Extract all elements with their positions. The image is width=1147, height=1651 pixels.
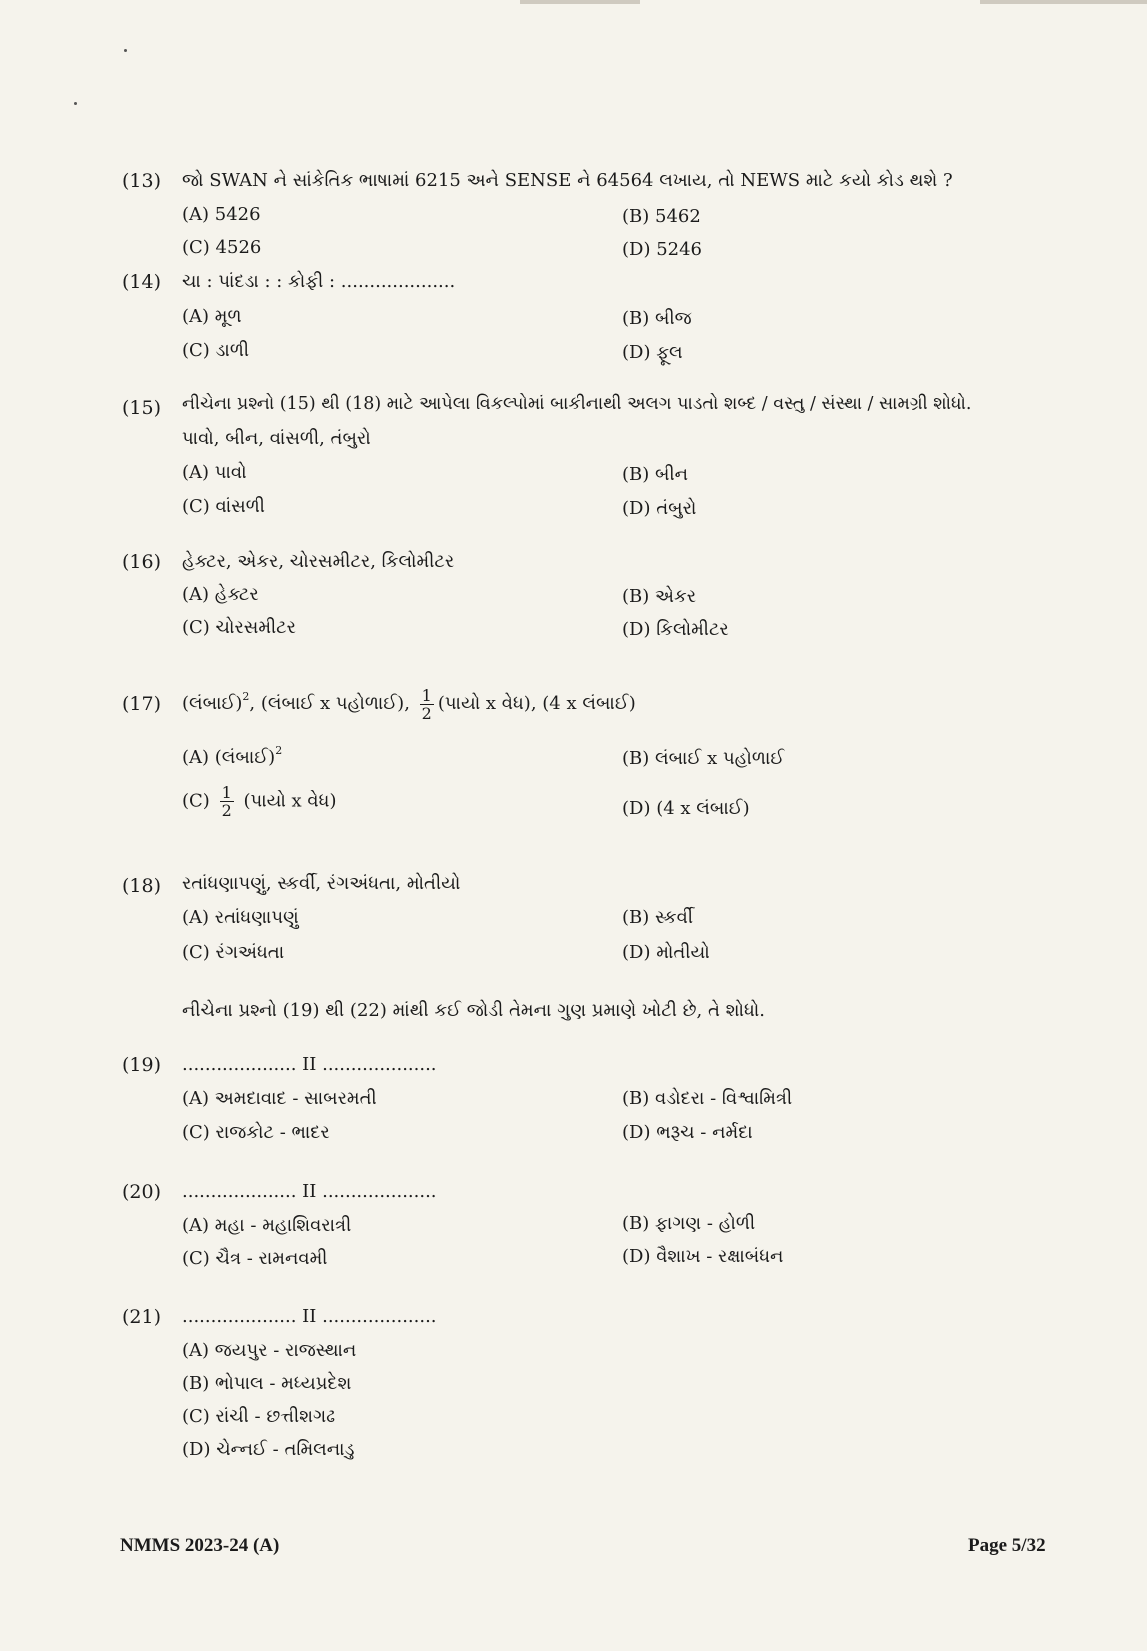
option-d: (D) 5246 [622, 239, 703, 260]
question-text: નીચેના પ્રશ્નો (15) થી (18) માટે આપેલા વિકલ્પોમાં બાકીનાથી અલગ પાડતો શબ્દ / વસ્તુ / સંસ્થા / સામગ્રી શોધો. [182, 394, 972, 414]
question-number: (18) [122, 875, 162, 897]
option-c-text: (પાયો x વેધ) [243, 790, 337, 812]
question-blank: .................... II .................... [182, 1054, 437, 1075]
option-d: (D) મોતીયો [622, 942, 710, 963]
instruction-text: નીચેના પ્રશ્નો (19) થી (22) માંથી કઈ જોડી તેમના ગુણ પ્રમાણે ખોટી છે, તે શોધો. [182, 1000, 766, 1021]
option-b: (B) 5462 [622, 206, 701, 227]
option-b: (B) ભોપાલ - મધ્યપ્રદેશ [182, 1373, 352, 1394]
question-text: ચા : પાંદડા : : કોફી : .................... [182, 271, 456, 292]
option-a: (A) રતાંધણાપણું [182, 907, 299, 928]
scan-speck [124, 49, 127, 52]
term-length-squared: (લંબાઈ) [182, 693, 243, 714]
question-subtext: પાવો, બીન, વાંસળી, તંબુરો [182, 428, 371, 449]
option-a: (A) 5426 [182, 204, 261, 225]
question-number: (20) [122, 1181, 162, 1203]
scan-artifact [520, 0, 640, 4]
option-a: (A) પાવો [182, 462, 247, 483]
question-text: જો SWAN ને સાંકેતિક ભાષામાં 6215 અને SENSE ને 64564 લખાય, તો NEWS માટે કયો કોડ થશે ? [182, 170, 953, 191]
option-c-label: (C) [182, 790, 210, 812]
option-c: (C) રાજકોટ - ભાદર [182, 1122, 330, 1143]
option-b: (B) એકર [622, 586, 696, 607]
footer-page-number: Page 5/32 [968, 1535, 1046, 1556]
fraction-half [220, 784, 234, 819]
option-d: (D) કિલોમીટર [622, 619, 729, 640]
fraction-denominator: 2 [221, 801, 232, 820]
question-number: (21) [122, 1306, 162, 1328]
option-c: (C) ડાળી [182, 340, 250, 361]
option-d: (D) ફૂલ [622, 342, 683, 363]
option-c: (C) ચૈત્ર - રામનવમી [182, 1248, 328, 1269]
scan-artifact [980, 0, 1147, 4]
fraction-half [420, 687, 434, 722]
question-blank: .................... II .................... [182, 1181, 437, 1202]
question-number: (16) [122, 551, 162, 573]
option-a: (A) મૂળ [182, 306, 242, 327]
option-c: (C) વાંસળી [182, 496, 265, 517]
question-number: (14) [122, 271, 162, 293]
term-area: , (લંબાઈ x પહોળાઈ), [249, 693, 410, 714]
fraction-numerator: 1 [421, 685, 432, 705]
question-number: (17) [122, 693, 162, 715]
term-rest: (પાયો x વેધ), (4 x લંબાઈ) [437, 693, 636, 714]
option-a: (A) અમદાવાદ - સાબરમતી [182, 1088, 377, 1109]
scan-speck [74, 102, 77, 105]
superscript: 2 [242, 690, 250, 703]
option-a [182, 744, 282, 768]
option-b: (B) વડોદરા - વિશ્વામિત્રી [622, 1088, 793, 1109]
option-d: (D) ભરૂચ - નર્મદા [622, 1122, 753, 1143]
option-d: (D) (4 x લંબાઈ) [622, 798, 750, 819]
option-d: (D) ચેન્નઈ - તમિલનાડુ [182, 1439, 355, 1460]
question-number: (15) [122, 397, 162, 419]
footer-exam-code: NMMS 2023-24 (A) [120, 1535, 280, 1556]
option-c: (C) રાંચી - છત્તીશગઢ [182, 1406, 336, 1427]
option-a: (A) જયપુર - રાજસ્થાન [182, 1340, 357, 1361]
option-b: (B) બીન [622, 464, 689, 485]
option-b: (B) બીજ [622, 308, 692, 329]
option-c: (C) ચોરસમીટર [182, 617, 296, 638]
superscript: 2 [275, 744, 283, 757]
option-a-text: (A) (લંબાઈ) [182, 747, 276, 768]
option-b: (B) સ્કર્વી [622, 907, 693, 928]
question-text: રતાંધણાપણું, સ્કર્વી, રંગઅંધતા, મોતીયો [182, 873, 461, 894]
option-a: (A) મહા - મહાશિવરાત્રી [182, 1215, 352, 1236]
question-number: (13) [122, 170, 162, 192]
question-number: (19) [122, 1054, 162, 1076]
option-d: (D) વૈશાખ - રક્ષાબંધન [622, 1246, 784, 1267]
question-blank: .................... II .................... [182, 1306, 437, 1327]
option-c: (C) 4526 [182, 237, 262, 258]
option-c [182, 784, 336, 819]
option-d: (D) તંબુરો [622, 498, 697, 519]
option-b: (B) ફાગણ - હોળી [622, 1213, 756, 1234]
question-text [182, 680, 636, 722]
option-c: (C) રંગઅંધતા [182, 942, 285, 963]
option-a: (A) હેક્ટર [182, 584, 259, 605]
fraction-denominator: 2 [421, 703, 432, 723]
option-b: (B) લંબાઈ x પહોળાઈ [622, 748, 785, 769]
fraction-numerator: 1 [221, 783, 232, 802]
question-text: હેક્ટર, એકર, ચોરસમીટર, કિલોમીટર [182, 551, 455, 572]
